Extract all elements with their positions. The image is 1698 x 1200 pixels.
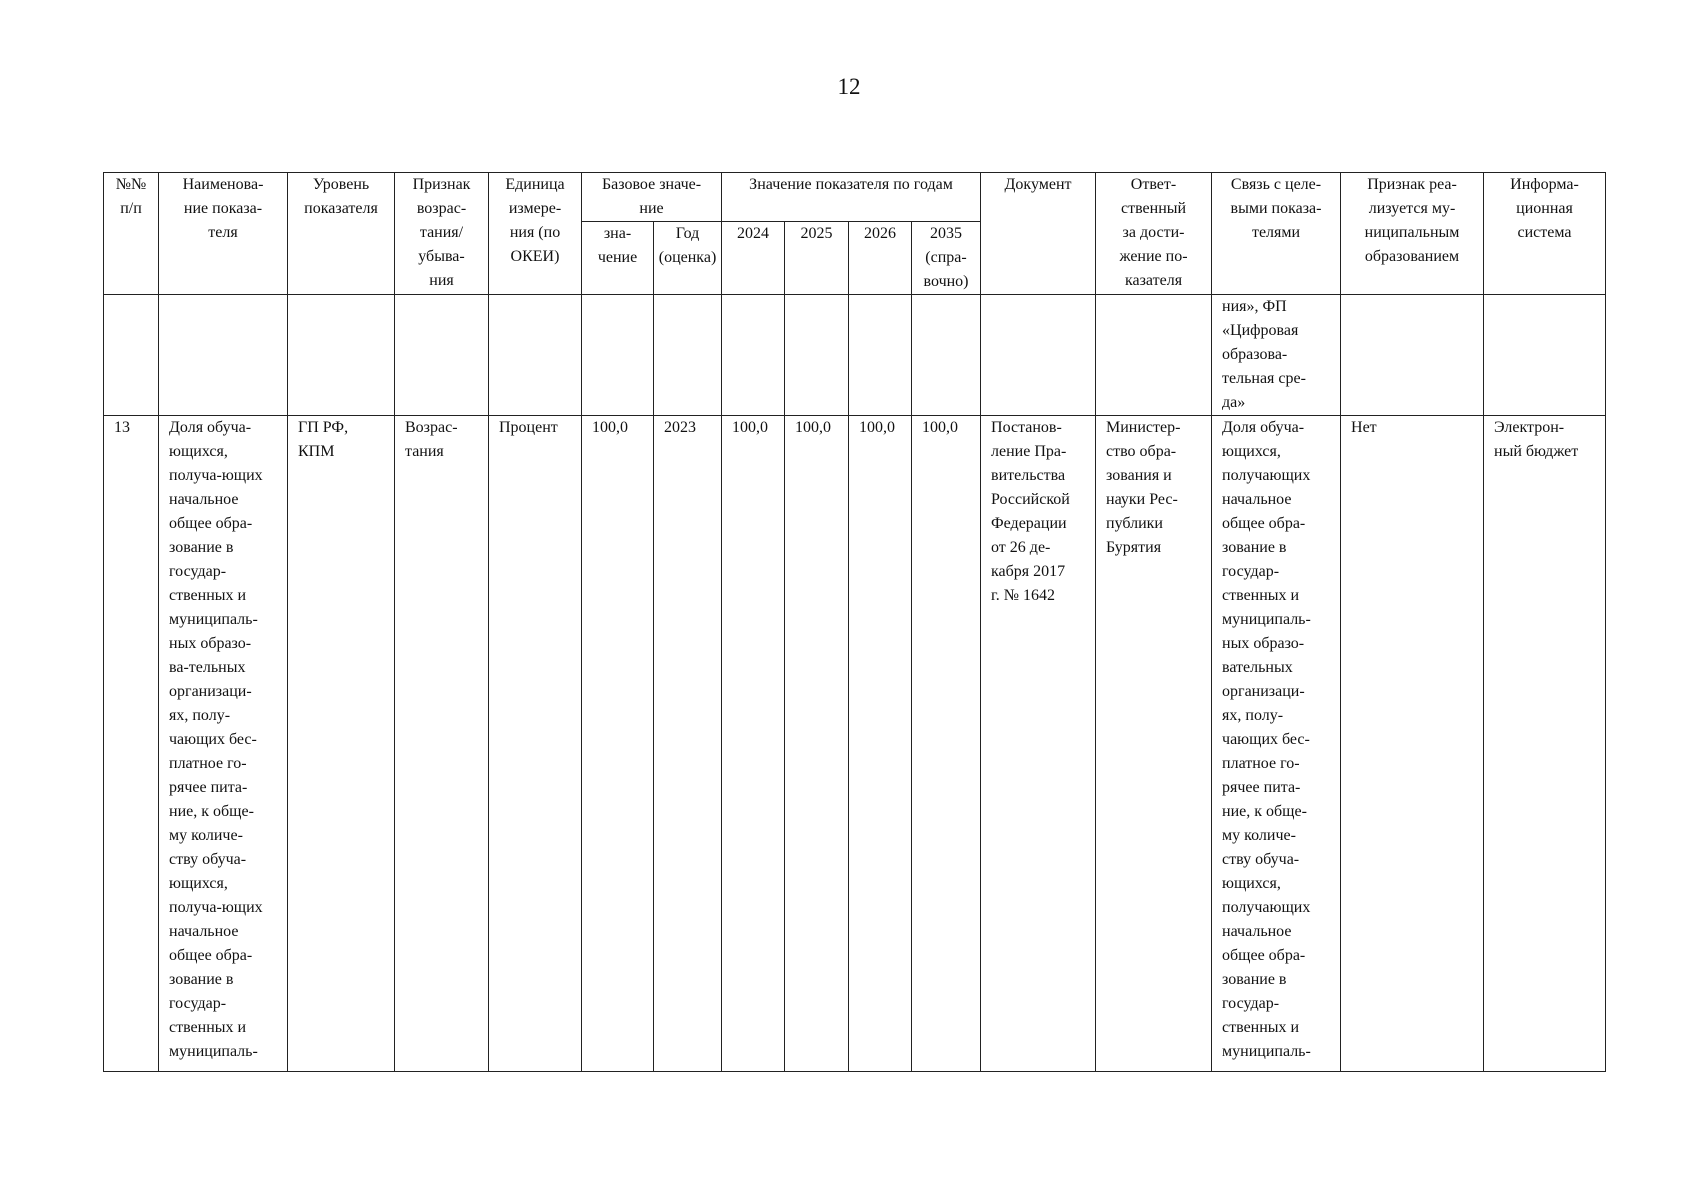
cell-link: Доля обуча- ющихся, получающих начальное общее обра- зование в государ- ственных и муниципаль- ных образо- вательных организаци- ях, полу- чающих бес- платное го- рячее пита- ние, к обще- му количе- ству обуча- ющихся, получающих начальное общее обра- зование в государ- ственных и муниципаль- <box>1212 416 1341 1072</box>
header-infosystem: Информа- ционная система <box>1484 173 1606 295</box>
cell-base-value <box>582 295 654 416</box>
header-trend: Признак возрас- тания/ убыва- ния <box>395 173 489 295</box>
header-name: Наименова- ние показа- теля <box>159 173 288 295</box>
header-year-2035: 2035 (спра- вочно) <box>912 222 981 295</box>
header-document: Документ <box>981 173 1096 295</box>
cell-num <box>104 295 159 416</box>
header-years-group: Значение показателя по годам <box>722 173 981 222</box>
cell-2026: 100,0 <box>849 416 912 1072</box>
cell-trend: Возрас- тания <box>395 416 489 1072</box>
cell-document <box>981 295 1096 416</box>
header-year-2024: 2024 <box>722 222 785 295</box>
table-row <box>104 416 1606 1072</box>
cell-base-year: 2023 <box>654 416 722 1072</box>
cell-2024: 100,0 <box>722 416 785 1072</box>
cell-responsible: Министер- ство обра- зования и науки Рес- публики Бурятия <box>1096 416 1212 1072</box>
cell-2035: 100,0 <box>912 416 981 1072</box>
page-number: 12 <box>837 74 861 99</box>
header-base-group: Базовое значе- ние <box>582 173 722 222</box>
cell-2025: 100,0 <box>785 416 849 1072</box>
cell-link: ния», ФП «Цифровая образова- тельная сре- да» <box>1212 295 1341 416</box>
cell-level <box>288 295 395 416</box>
header-link: Связь с целе- выми показа- телями <box>1212 173 1341 295</box>
cell-trend <box>395 295 489 416</box>
cell-2035 <box>912 295 981 416</box>
header-level: Уровень показателя <box>288 173 395 295</box>
table-row <box>104 295 1606 416</box>
cell-base-value: 100,0 <box>582 416 654 1072</box>
cell-num: 13 <box>104 416 159 1072</box>
cell-base-year <box>654 295 722 416</box>
indicators-table <box>103 172 1606 1072</box>
cell-2026 <box>849 295 912 416</box>
cell-name: Доля обуча- ющихся, получа-ющих начальное общее обра- зование в государ- ственных и муниципаль- ных образо- ва-тельных организаци- ях, полу- чающих бес- платное го- рячее пита- ние, к обще- му количе- ству обуча- ющихся, получа-ющих начальное общее обра- зование в государ- ственных и муниципаль- <box>159 416 288 1072</box>
cell-unit <box>489 295 582 416</box>
cell-level: ГП РФ, КПМ <box>288 416 395 1072</box>
cell-document: Постанов- ление Пра- вительства Российской Федерации от 26 де- кабря 2017 г. № 1642 <box>981 416 1096 1072</box>
header-unit: Единица измере- ния (по ОКЕИ) <box>489 173 582 295</box>
cell-municipal: Нет <box>1341 416 1484 1072</box>
cell-2024 <box>722 295 785 416</box>
cell-unit: Процент <box>489 416 582 1072</box>
cell-responsible <box>1096 295 1212 416</box>
header-year-2025: 2025 <box>785 222 849 295</box>
header-municipal: Признак реа- лизуется му- ниципальным образованием <box>1341 173 1484 295</box>
cell-infosystem <box>1484 295 1606 416</box>
cell-name <box>159 295 288 416</box>
cell-2025 <box>785 295 849 416</box>
header-year-2026: 2026 <box>849 222 912 295</box>
cell-municipal <box>1341 295 1484 416</box>
header-num: №№ п/п <box>104 173 159 295</box>
header-base-value: зна- чение <box>582 222 654 295</box>
header-base-year: Год (оценка) <box>654 222 722 295</box>
cell-infosystem: Электрон- ный бюджет <box>1484 416 1606 1072</box>
header-responsible: Ответ- ственный за дости- жение по- казателя <box>1096 173 1212 295</box>
